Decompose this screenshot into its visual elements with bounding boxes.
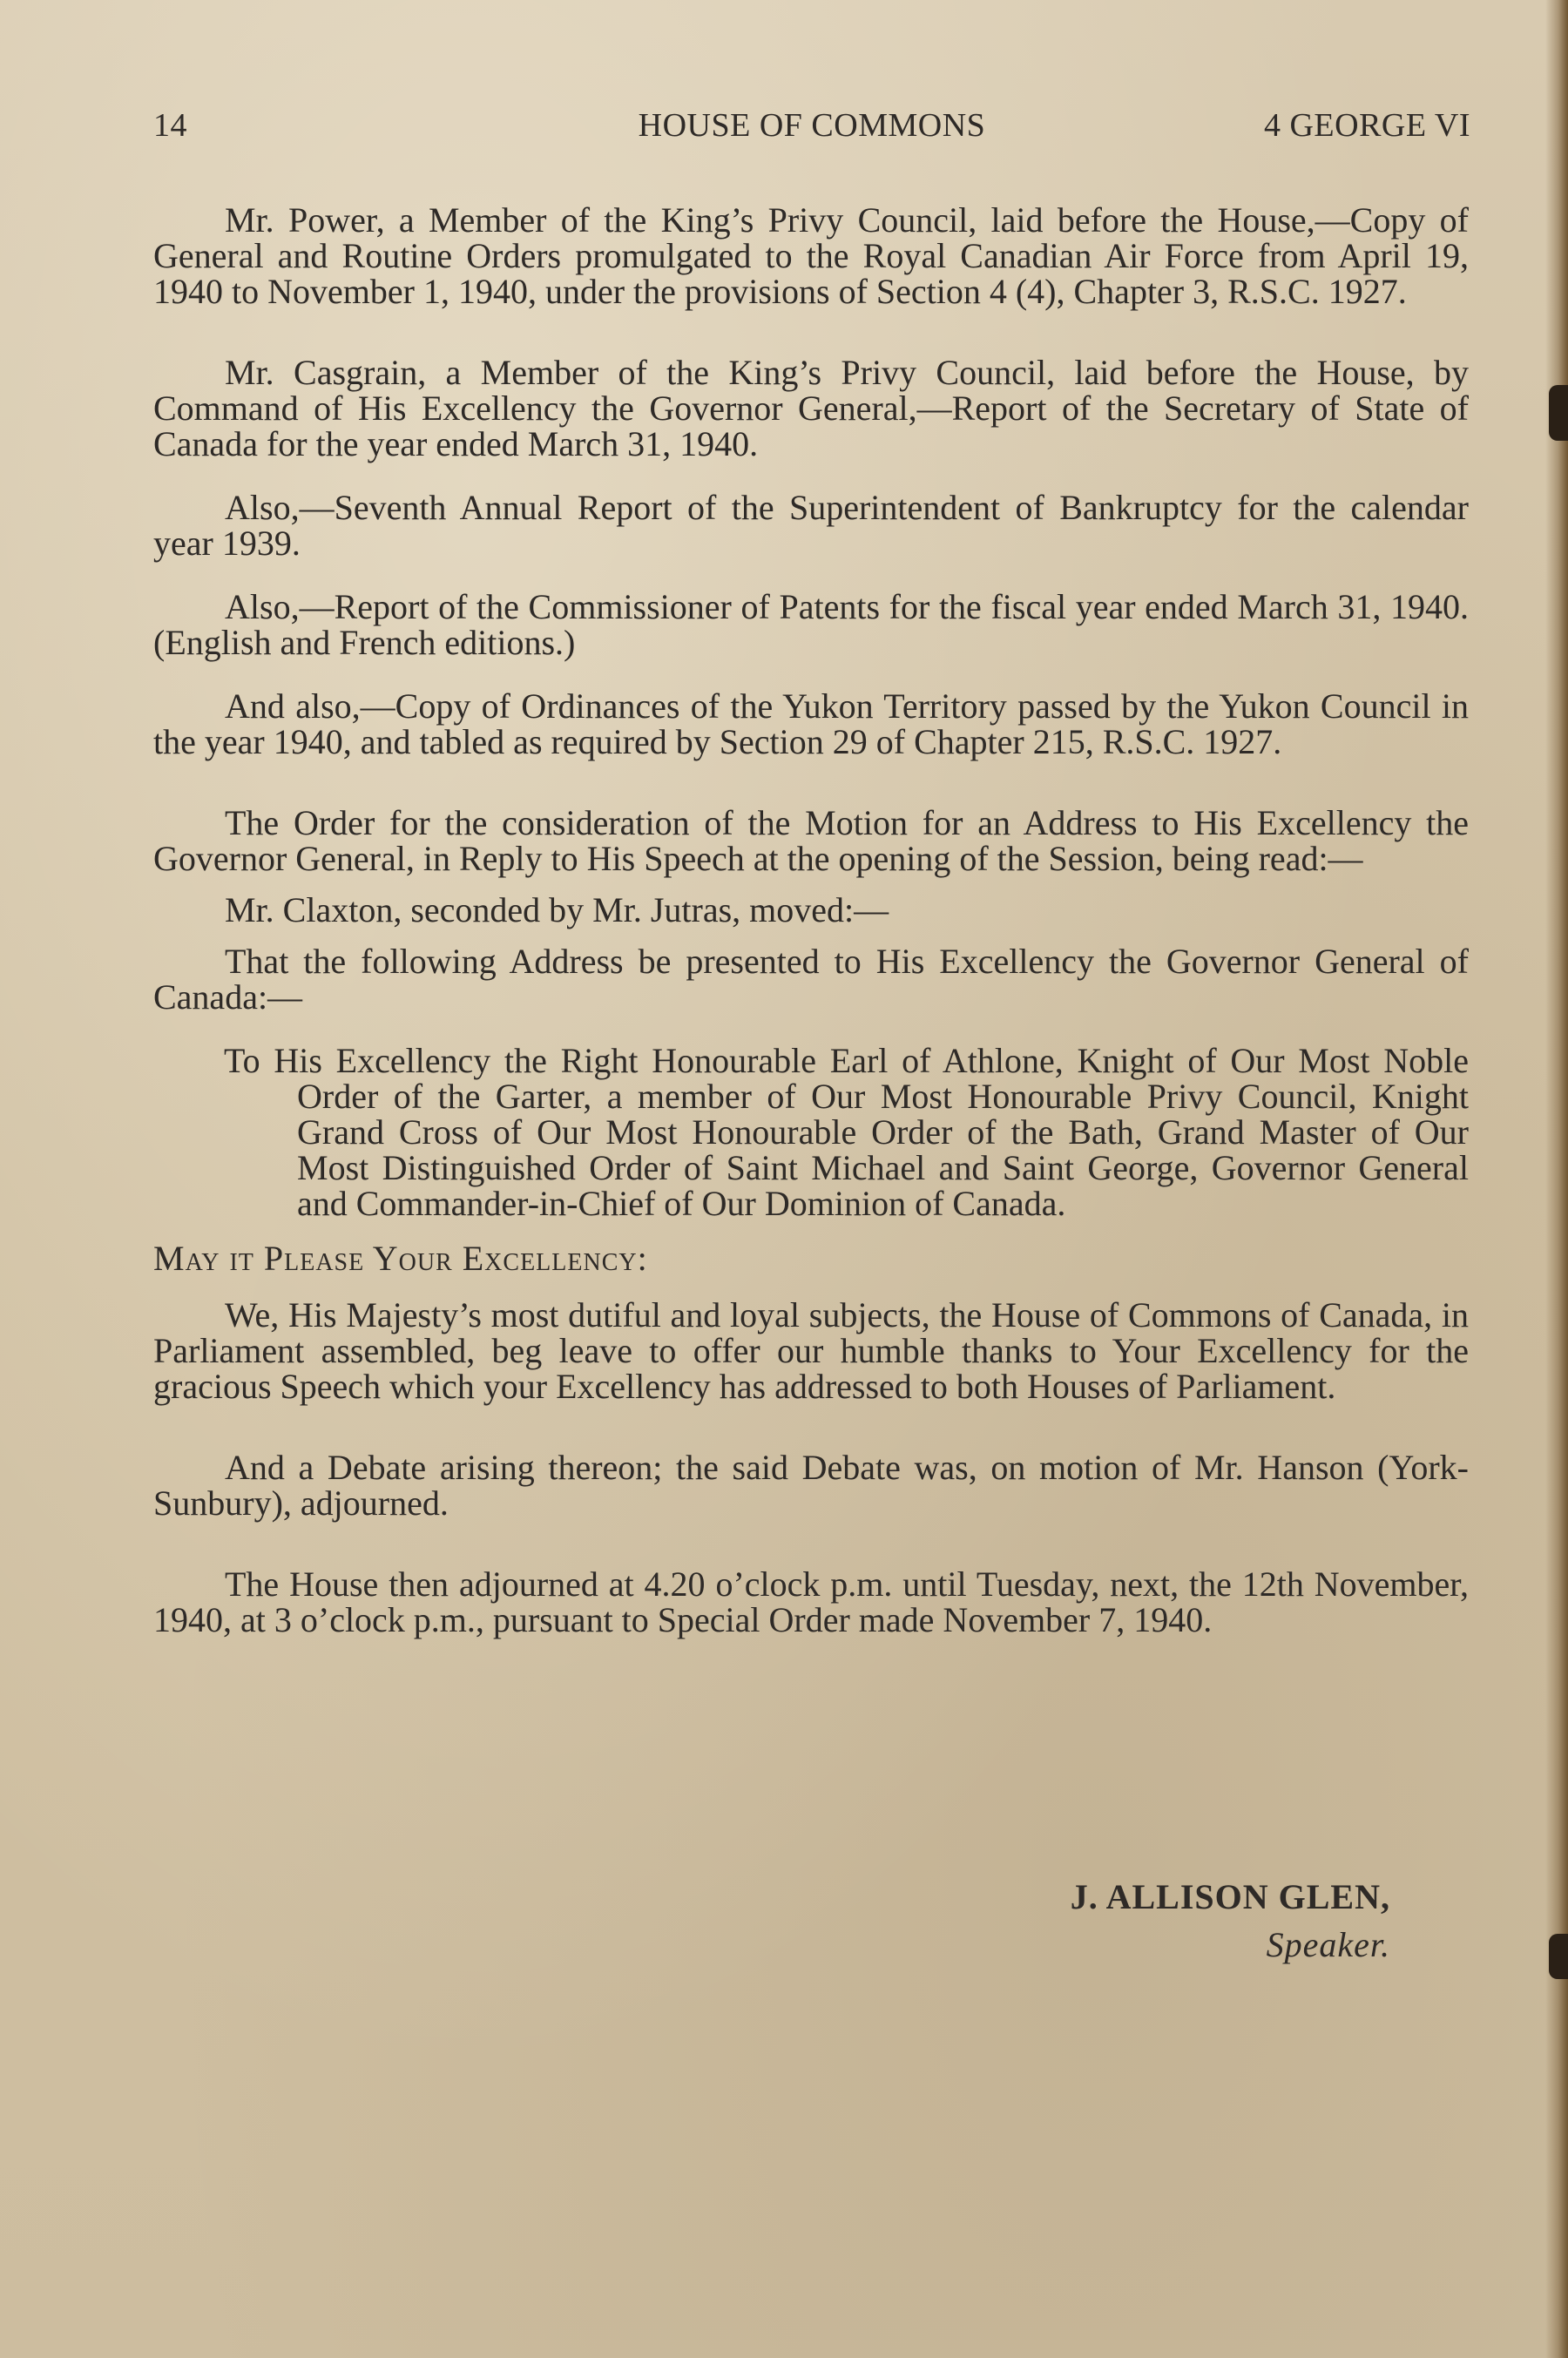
journal-body [153, 202, 1469, 1665]
speaker-title: Speaker. [1266, 1925, 1390, 1964]
paragraph-loyal-address: We, His Majesty’s most dutiful and loyal subjects, the House of Commons of Canada, in Parliament assembled, beg leave to offer our humble thanks to Your Excellency for the gracious Speech which your Excellency has addressed to both Houses of Parliament. [153, 1295, 1469, 1406]
header-title: HOUSE OF COMMONS [638, 107, 986, 144]
header-regnal-year: 4 GEORGE VI [1263, 107, 1470, 144]
paragraph-bankruptcy-report: Also,—Seventh Annual Report of the Superintendent of Bankruptcy for the calendar year 1939. [153, 488, 1469, 563]
paragraph-debate-adjourned: And a Debate arising thereon; the said Debate was, on motion of Mr. Hanson (York-Sunbury), adjourned. [153, 1448, 1469, 1523]
paragraph-address-recipient: To His Excellency the Right Honourable Earl of Athlone, Knight of Our Most Noble Order of the Garter, a member of Our Most Honourable Privy Council, Knight Grand Cross of Our Most Honourable Order of the Bath, Grand Master of Our Most Distinguished Order of Saint Michael and Saint George, Governor General and Commander-in-Chief of Our Dominion of Canada. [224, 1041, 1469, 1223]
paragraph-address-presented: That the following Address be presented to His Excellency the Governor General of Canada:— [153, 942, 1469, 1017]
paragraph-patents-report: Also,—Report of the Commissioner of Patents for the fiscal year ended March 31, 1940. (English and French editions.) [153, 587, 1469, 662]
paragraph-casgrain-report: Mr. Casgrain, a Member of the King’s Privy Council, laid before the House, by Command of His Excellency the Governor General,—Report of the Secretary of State of Canada for the year ended March 31, 1940. [153, 353, 1469, 463]
page-number: 14 [153, 107, 187, 144]
book-binding-edge [1545, 0, 1568, 2358]
paragraph-power-orders: Mr. Power, a Member of the King’s Privy Council, laid before the House,—Copy of General and Routine Orders promulgated to the Royal Canadian Air Force from April 19, 1940 to November 1, 1940, under the provisions of Section 4 (4), Chapter 3, R.S.C. 1927. [153, 200, 1469, 311]
paragraph-house-adjourned: The House then adjourned at 4.20 o’clock p.m. until Tuesday, next, the 12th November, 1940, at 3 o’clock p.m., pursuant to Special Order made November 7, 1940. [153, 1564, 1469, 1639]
speaker-name: J. ALLISON GLEN, [1070, 1877, 1390, 1916]
paragraph-motion-moved: Mr. Claxton, seconded by Mr. Jutras, moved:— [225, 890, 889, 929]
paragraph-order-of-motion: The Order for the consideration of the Motion for an Address to His Excellency the Governor General, in Reply to His Speech at the opening of the Session, being read:— [153, 803, 1469, 878]
salutation: May it Please Your Excellency: [153, 1239, 648, 1278]
running-header [153, 106, 1470, 150]
signature-block [955, 1876, 1390, 1965]
paragraph-yukon-ordinances: And also,—Copy of Ordinances of the Yukon Territory passed by the Yukon Council in the year 1940, and tabled as required by Section 29 of Chapter 215, R.S.C. 1927. [153, 686, 1469, 761]
binding-mark [1549, 1934, 1568, 1979]
binding-mark [1549, 385, 1568, 441]
